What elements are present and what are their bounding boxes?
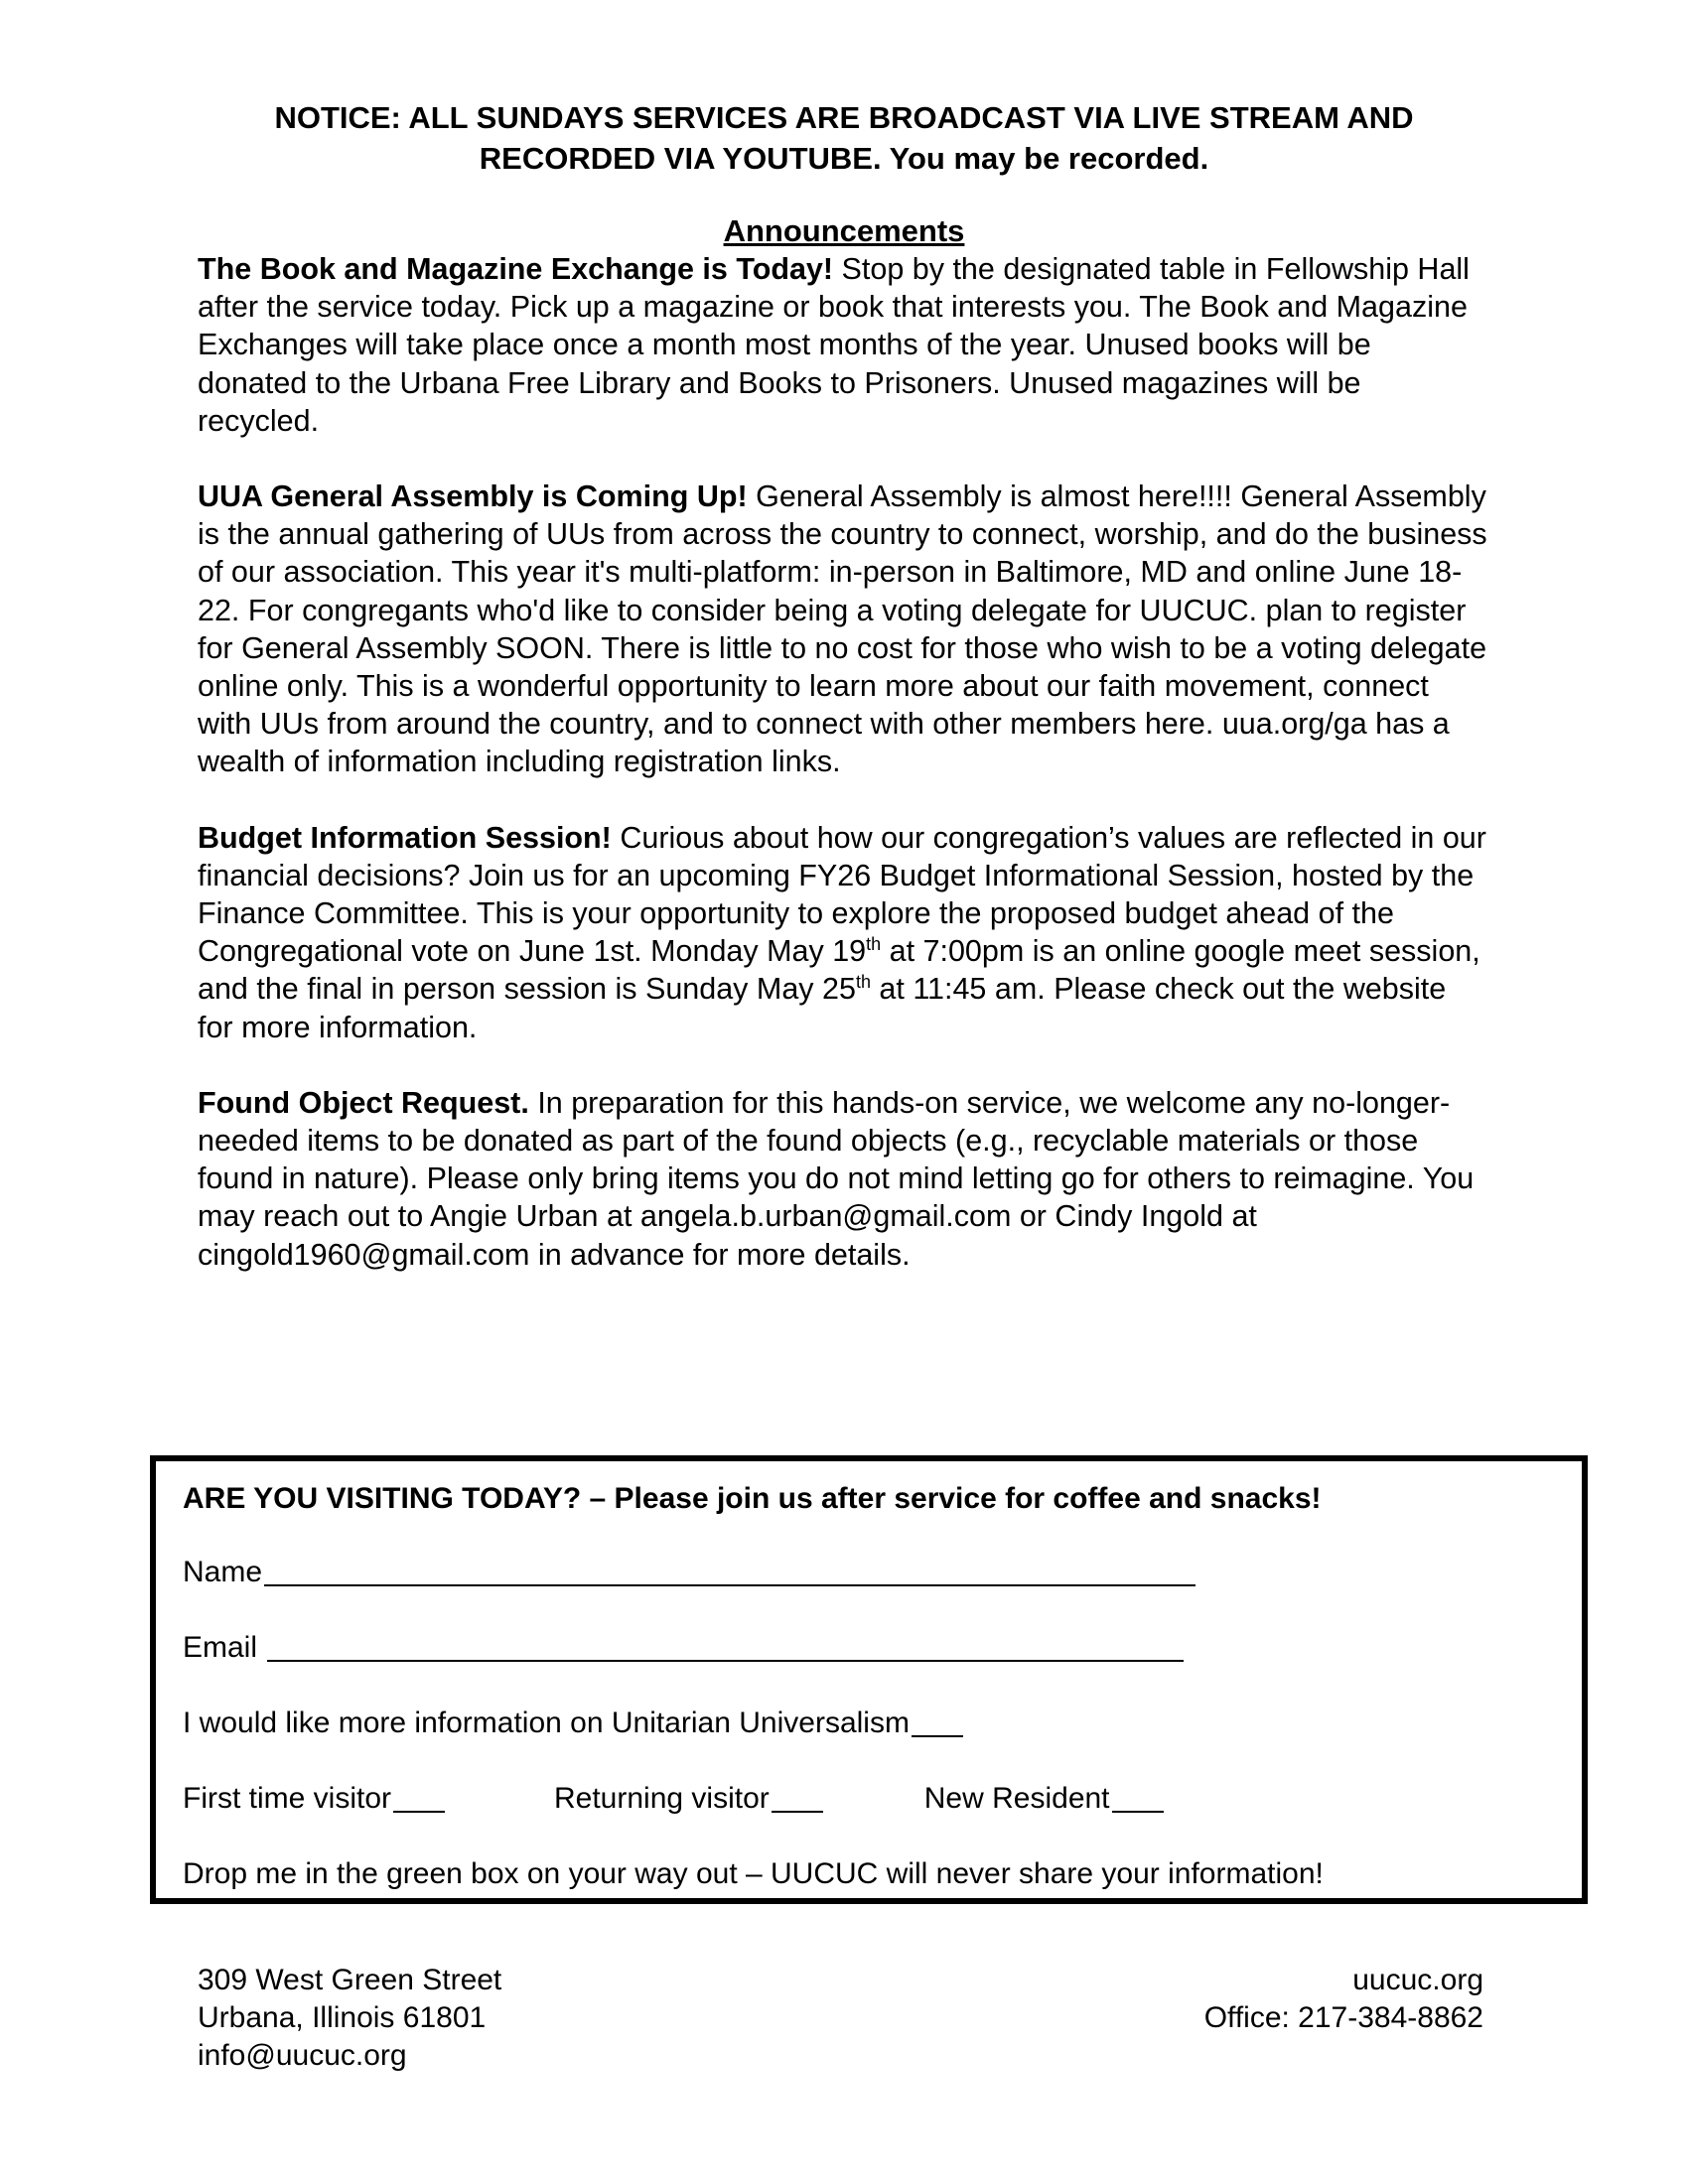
office-phone: Office: 217-384-8862 (1203, 2001, 1483, 2034)
name-label: Name (183, 1556, 263, 1588)
announcement-heading: UUA General Assembly is Coming Up! (198, 479, 748, 514)
announcement-general-assembly (198, 478, 1488, 781)
ordinal-suffix: th (855, 972, 871, 993)
announcement-body-part-2: at 7:00pm is an online google meet session, and the final in person session is Sunday May 25 (198, 934, 1480, 1007)
announcement-body: General Assembly is almost here!!!! General Assembly is the annual gathering of UUs from across the country to connect, worship, and do the business of our association. This year it's multi-platform: in-person in Baltimore, MD and online June 18-22. For congregants who'd like to consider being a voting delegate for UUCUC. plan to register for General Assembly SOON. There is little to no cost for those who wish to be a voting delegate online only. This is a wonderful opportunity to learn more about our faith movement, connect with UUs from around the country, and to connect with other members here. uua.org/ga has a wealth of information including registration links. (198, 479, 1487, 779)
website: uucuc.org (1352, 1964, 1483, 1996)
returning-visitor-label: Returning visitor (554, 1782, 770, 1815)
new-resident-blank[interactable] (1112, 1781, 1164, 1813)
new-resident-label: New Resident (923, 1782, 1110, 1815)
returning-visitor-option (554, 1779, 823, 1819)
info-request-row (183, 1704, 963, 1743)
returning-visitor-blank[interactable] (772, 1781, 823, 1813)
announcements-list (198, 250, 1488, 1311)
announcements-title: Announcements (723, 213, 965, 248)
email-label: Email (183, 1631, 258, 1664)
announcement-budget-session (198, 819, 1488, 1046)
name-row (183, 1553, 1196, 1592)
announcement-body: Stop by the designated table in Fellowship Hall after the service today. Pick up a magazine or book that interests you. The Book and Magazine Exchanges will take place once a month most months of the year. Unused books will be donated to the Urbana Free Library and Books to Prisoners. Unused magazines will be recycled. (198, 252, 1470, 438)
announcement-heading: Budget Information Session! (198, 820, 612, 855)
broadcast-notice (199, 97, 1489, 179)
drop-note-row (183, 1854, 1324, 1894)
new-resident-option (924, 1779, 1164, 1819)
footer-address (198, 1962, 501, 2075)
email-blank-line[interactable] (267, 1630, 1184, 1662)
info-request-label: I would like more information on Unitarian Universalism (183, 1706, 910, 1739)
info-request-blank[interactable] (912, 1706, 963, 1737)
announcement-body: In preparation for this hands-on service, we welcome any no-longer-needed items to be donated as part of the found objects (e.g., recyclable materials or those found in nature). Please only bring items you do not mind letting go for others to reimagine. You may reach out to Angie Urban at angela.b.urban@gmail.com or Cindy Ingold at cingold1960@gmail.com in advance for more details. (198, 1085, 1475, 1272)
first-time-visitor-option (183, 1779, 445, 1819)
name-blank-line[interactable] (264, 1555, 1196, 1586)
announcement-heading: The Book and Magazine Exchange is Today! (198, 252, 834, 286)
ordinal-suffix: th (866, 934, 882, 955)
visitor-type-row (183, 1779, 1164, 1819)
drop-note: Drop me in the green box on your way out – UUCUC will never share your information! (183, 1857, 1324, 1890)
address-city: Urbana, Illinois 61801 (198, 2001, 487, 2034)
address-street: 309 West Green Street (198, 1964, 502, 1996)
contact-email: info@uucuc.org (198, 2039, 407, 2072)
notice-line-2: RECORDED VIA YOUTUBE. You may be recorded. (479, 141, 1209, 176)
footer-contact (1204, 1962, 1483, 2037)
announcement-heading: Found Object Request. (198, 1085, 529, 1120)
email-row (183, 1628, 1184, 1668)
visitor-card (150, 1455, 1588, 1904)
announcement-book-exchange (198, 250, 1488, 440)
announcement-body-part-1: Curious about how our congregation’s values are reflected in our financial decisions? Join us for an upcoming FY26 Budget Informational Session, hosted by the Finance Committee. This is your opportunity to explore the proposed budget ahead of the Congregational vote on June 1st. Monday May 19 (198, 820, 1486, 969)
announcement-found-object (198, 1084, 1488, 1274)
notice-line-1: NOTICE: ALL SUNDAYS SERVICES ARE BROADCAST VIA LIVE STREAM AND (274, 100, 1414, 135)
first-time-visitor-blank[interactable] (393, 1781, 445, 1813)
visitor-card-heading: ARE YOU VISITING TODAY? – Please join us after service for coffee and snacks! (183, 1482, 1322, 1515)
first-time-visitor-label: First time visitor (183, 1782, 391, 1815)
announcement-body-part-3: at 11:45 am. Please check out the website for more information. (198, 972, 1447, 1044)
